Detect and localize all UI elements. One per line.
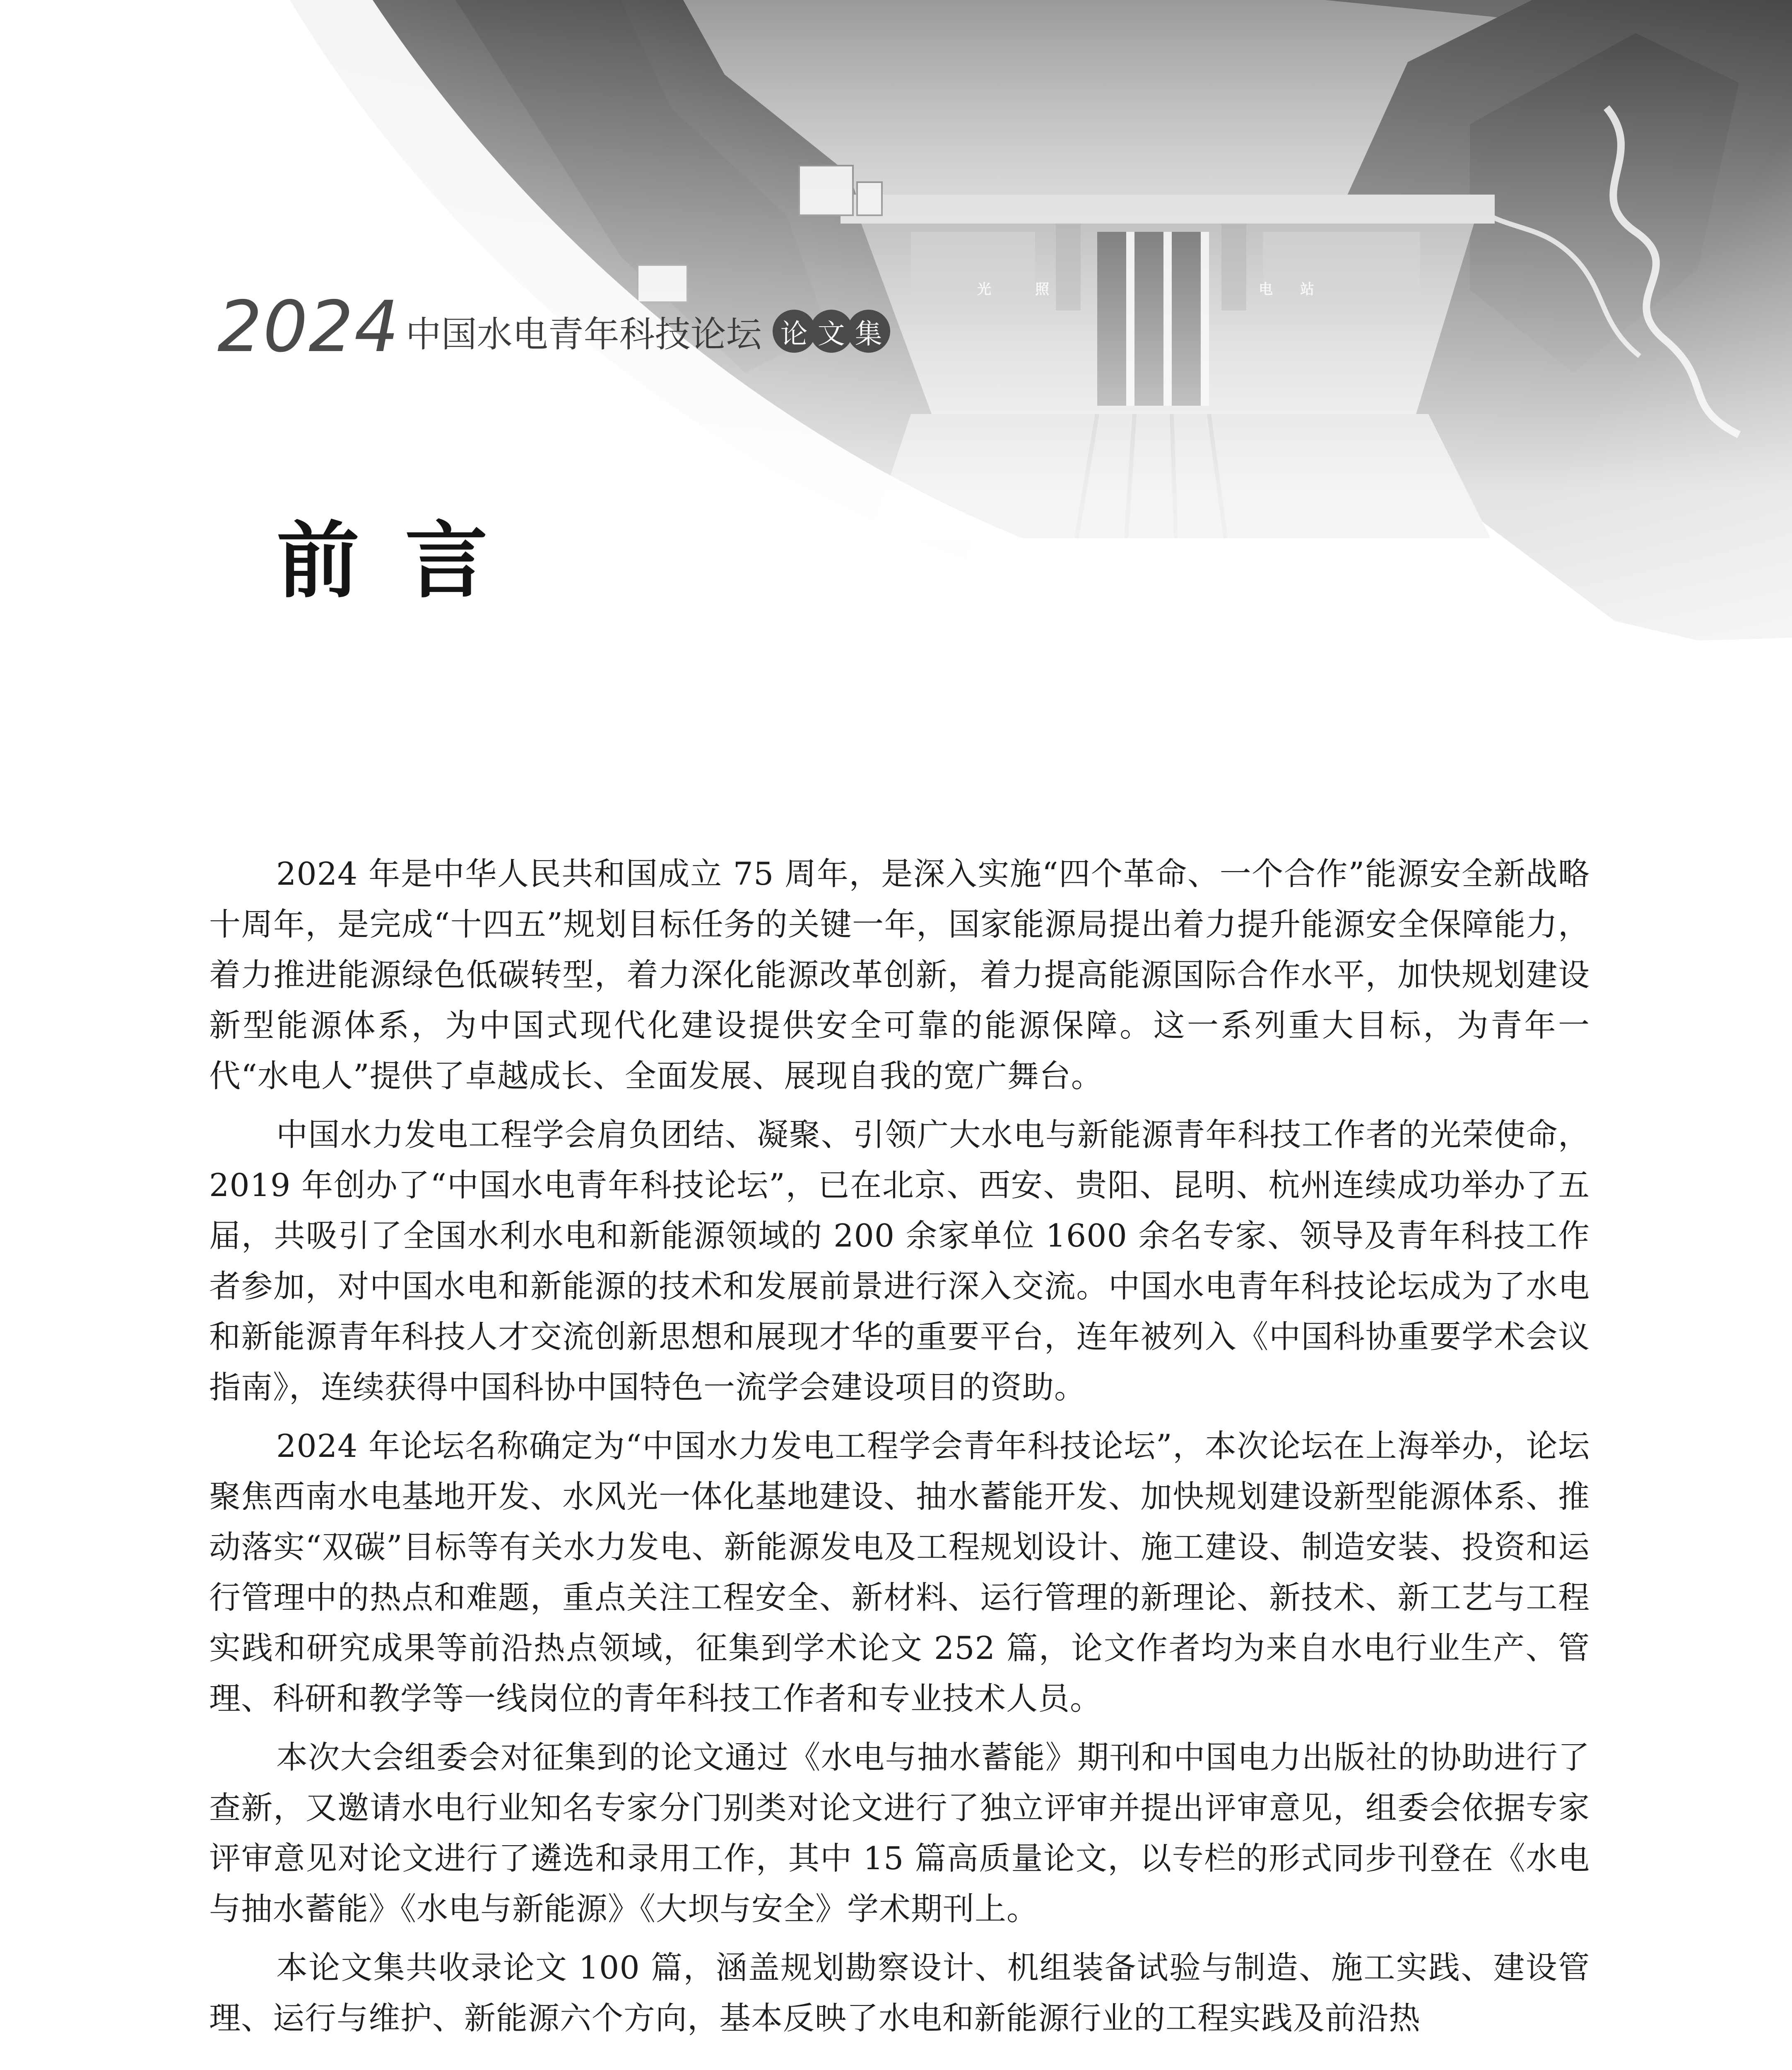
preface-body [209,849,1590,2052]
series-title [217,286,884,368]
paragraph: 中国水力发电工程学会肩负团结、凝聚、引领广大水电与新能源青年科技工作者的光荣使命，2019 年创办了“中国水电青年科技论坛”，已在北京、西安、贵阳、昆明、杭州连续成功举办了五届，共吸引了全国水利水电和新能源领域的 200 余家单位 1600 余名专家、领导及青年科技工作者参加，对中国水电和新能源的技术和发展前景进行深入交流。中国水电青年科技论坛成为了水电和新能源青年科技人才交流创新思想和展现才华的重要平台，连年被列入《中国科协重要学术会议指南》，连续获得中国科协中国特色一流学会建设项目的资助。 [209,1116,1590,1406]
badge-char: 论 [773,310,816,353]
header-dam-photo [0,0,1792,820]
paragraph: 本次大会组委会对征集到的论文通过《水电与抽水蓄能》期刊和中国电力出版社的协助进行了查新，又邀请水电行业知名专家分门别类对论文进行了独立评审并提出评审意见，组委会依据专家评审意见对论文进行了遴选和录用工作，其中 15 篇高质量论文，以专栏的形式同步刊登在《水电与抽水蓄能》《水电与新能源》《大坝与安全》学术期刊上。 [209,1739,1590,1927]
series-badge [773,310,884,353]
paragraph: 本论文集共收录论文 100 篇，涵盖规划勘察设计、机组装备试验与制造、施工实践、建设管理、运行与维护、新能源六个方向，基本反映了水电和新能源行业的工程实践及前沿热 [209,1949,1590,2036]
paragraph: 2024 年论坛名称确定为“中国水力发电工程学会青年科技论坛”，本次论坛在上海举办，论坛聚焦西南水电基地开发、水风光一体化基地建设、抽水蓄能开发、加快规划建设新型能源体系、推动落实“双碳”目标等有关水力发电、新能源发电及工程规划设计、施工建设、制造安装、投资和运行管理中的热点和难题，重点关注工程安全、新材料、运行管理的新理论、新技术、新工艺与工程实践和研究成果等前沿热点领域，征集到学术论文 252 篇，论文作者均为来自水电行业生产、管理、科研和教学等一线岗位的青年科技工作者和专业技术人员。 [209,1427,1590,1717]
series-name: 中国水电青年科技论坛 [405,314,762,355]
badge-char: 文 [810,310,853,353]
page-title: 前言 [277,512,534,609]
series-year: 2024 [217,286,400,368]
badge-char: 集 [847,310,890,353]
paragraph: 2024 年是中华人民共和国成立 75 周年，是深入实施“四个革命、一个合作”能源安全新战略十周年，是完成“十四五”规划目标任务的关键一年，国家能源局提出着力提升能源安全保障能力，着力推进能源绿色低碳转型，着力深化能源改革创新，着力提高能源国际合作水平，加快规划建设新型能源体系，为中国式现代化建设提供安全可靠的能源保障。这一系列重大目标，为青年一代“水电人”提供了卓越成长、全面发展、展现自我的宽广舞台。 [209,855,1590,1094]
